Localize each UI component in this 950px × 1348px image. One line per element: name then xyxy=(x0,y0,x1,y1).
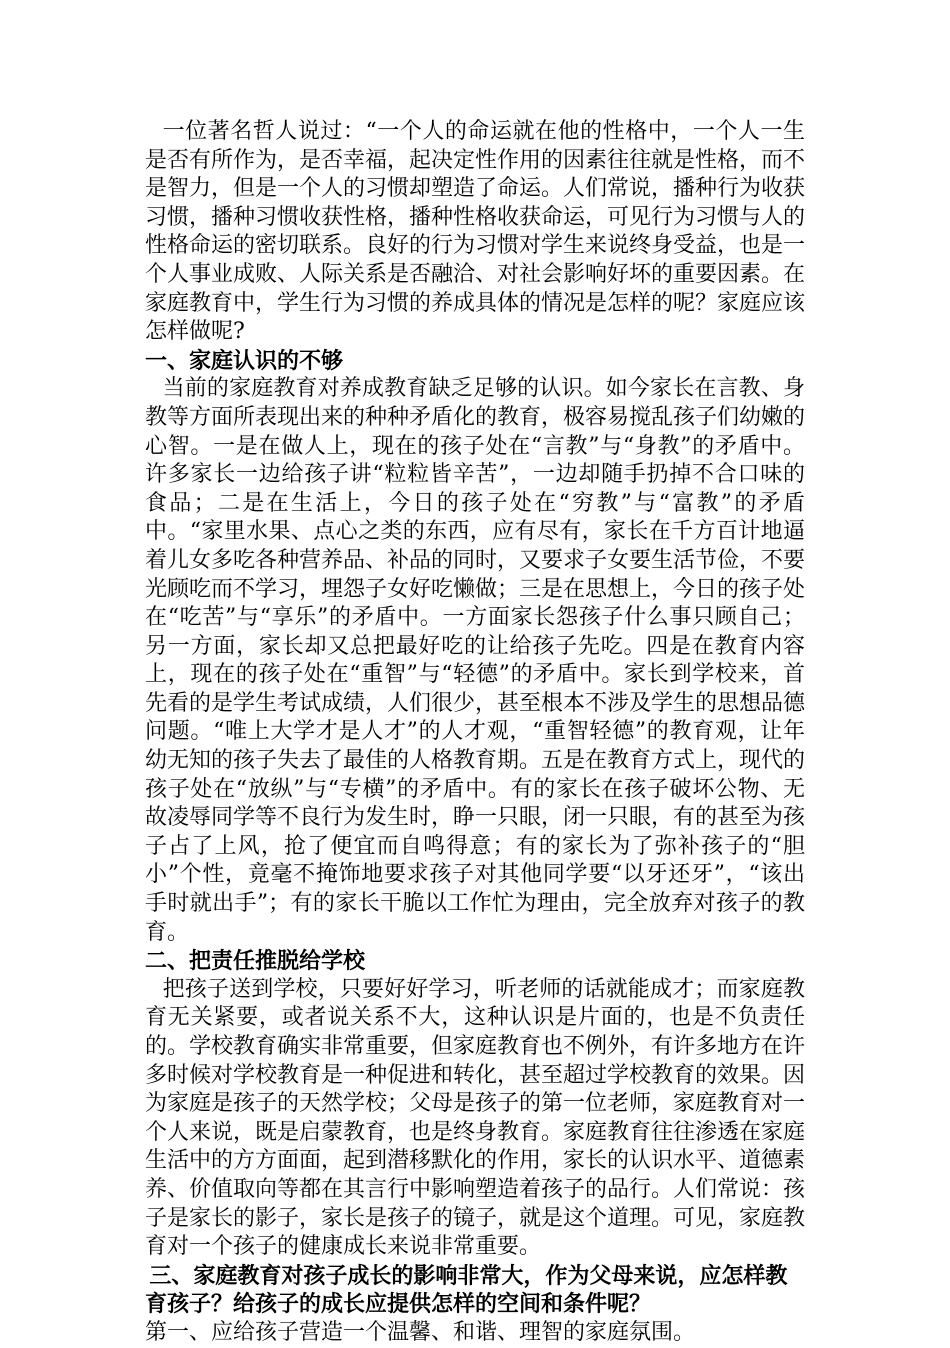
intro-paragraph: 一位著名哲人说过：“一个人的命运就在他的性格中，一个人一生是否有所作为，是否幸福，起决定性作用的因素往往就是性格，而不是智力，但是一个人的习惯却塑造了命运。人们常说，播种行为收获习惯，播种习惯收获性格，播种性格收获命运，可见行为习惯与人的性格命运的密切联系。良好的行为习惯对学生来说终身受益，也是一个人事业成败、人际关系是否融洽、对社会影响好坏的重要因素。在家庭教育中，学生行为习惯的养成具体的情况是怎样的呢？家庭应该怎样做呢? xyxy=(145,119,806,345)
section-1-paragraph: 当前的家庭教育对养成教育缺乏足够的认识。如今家长在言教、身教等方面所表现出来的种种矛盾化的教育，极容易搅乱孩子们幼嫩的心智。一是在做人上，现在的孩子处在“言教”与“身教”的矛盾中。许多家长一边给孩子讲“粒粒皆辛苦”，一边却随手扔掉不合口味的食品；二是在生活上，今日的孩子处在“穷教”与“富教”的矛盾中。“家里水果、点心之类的东西，应有尽有，家长在千方百计地逼着儿女多吃各种营养品、补品的同时，又要求子女要生活节俭，不要光顾吃而不学习，埋怨子女好吃懒做；三是在思想上，今日的孩子处在“吃苦”与“享乐”的矛盾中。一方面家长怨孩子什么事只顾自己；另一方面，家长却又总把最好吃的让给孩子先吃。四是在教育内容上，现在的孩子处在“重智”与“轻德”的矛盾中。家长到学校来，首先看的是学生考试成绩，人们很少，甚至根本不涉及学生的思想品德问题。“唯上大学才是人才”的人才观，“重智轻德”的教育观，让年幼无知的孩子失去了最佳的人格教育期。五是在教育方式上，现代的孩子处在“放纵”与“专横”的矛盾中。有的家长在孩子破坏公物、无故凌辱同学等不良行为发生时，睁一只眼，闭一只眼，有的甚至为孩子占了上风，抢了便宜而自鸣得意；有的家长为了弥补孩子的“胆小”个性，竟毫不掩饰地要求孩子对其他同学要“以牙还牙”，“该出手时就出手”；有的家长干脆以工作忙为理由，完全放弃对孩子的教育。 xyxy=(145,376,806,945)
section-3-point-1: 第一、应给孩子营造一个温馨、和谐、理智的家庭氛围。 xyxy=(145,1319,696,1345)
document-page xyxy=(145,118,805,1348)
section-1-heading: 一、家庭认识的不够 xyxy=(145,347,344,374)
section-2-paragraph: 把孩子送到学校，只要好好学习，听老师的话就能成才；而家庭教育无关紧要，或者说关系不大，这种认识是片面的，也是不负责任的。学校教育确实非常重要，但家庭教育也不例外，有许多地方在许多时候对学校教育是一种促进和转化，甚至超过学校教育的效果。因为家庭是孩子的天然学校；父母是孩子的第一位老师，家庭教育对一个人来说，既是启蒙教育，也是终身教育。家庭教育往往渗透在家庭生活中的方方面面，起到潜移默化的作用，家长的认识水平、道德素养、价值取向等都在其言行中影响塑造着孩子的品行。人们常说：孩子是家长的影子，家长是孩子的镜子，就是这个道理。可见，家庭教育对一个孩子的健康成长来说非常重要。 xyxy=(145,976,806,1260)
section-3-heading: 三、家庭教育对孩子成长的影响非常大，作为父母来说，应怎样教育孩子？给孩子的成长应提供怎样的空间和条件呢？ xyxy=(145,1262,788,1318)
section-2-heading: 二、把责任推脱给学校 xyxy=(145,948,366,975)
